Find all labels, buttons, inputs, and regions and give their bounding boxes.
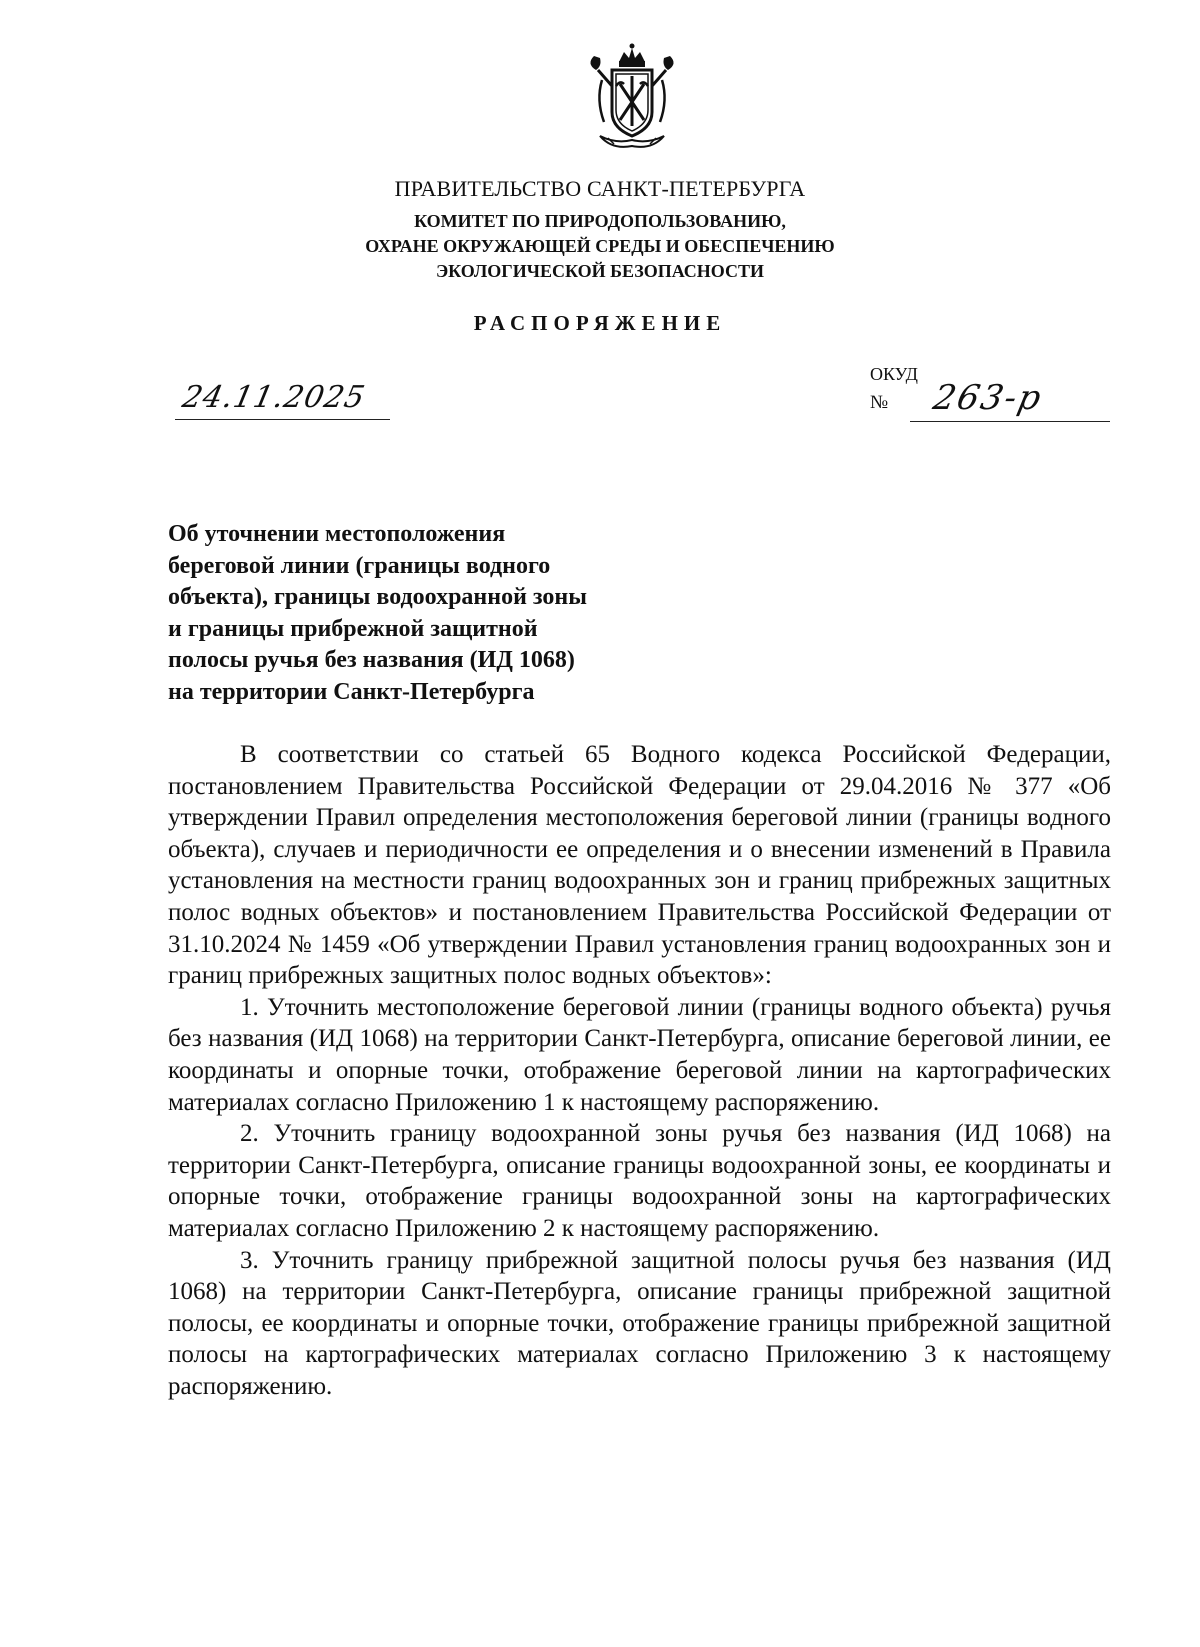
- committee-name: [0, 209, 1200, 284]
- coat-of-arms-icon: [572, 40, 692, 160]
- preamble-paragraph: В соответствии со статьей 65 Водного кодекса Российской Федерации, постановлением Правительства Российской Федерации от 29.04.2016 № 377 «Об утверждении Правил определения местоположения береговой линии (границы водного объекта), случаев и периодичности ее определения и о внесении изменений в Правила установления на местности границ водоохранных зон и границ прибрежных защитных полос водных объектов» и постановлением Правительства Российской Федерации от 31.10.2024 № 1459 «Об утверждении Правил установления границ водоохранных зон и границ прибрежных защитных полос водных объектов»:: [168, 741, 1111, 990]
- document-subject: [168, 519, 688, 708]
- subject-line: на территории Санкт-Петербурга: [168, 678, 535, 705]
- subject-line: полосы ручья без названия (ИД 1068): [168, 647, 575, 673]
- number-sign: №: [870, 392, 889, 413]
- document-date-field: [175, 380, 390, 420]
- government-title: ПРАВИТЕЛЬСТВО САНКТ-ПЕТЕРБУРГА: [394, 176, 806, 201]
- subject-line: и границы прибрежной защитной: [168, 615, 538, 642]
- date-underline: [175, 419, 390, 420]
- order-item-1: 1. Уточнить местоположение береговой линии (границы водного объекта) ручья без названия (ИД 1068) на территории Санкт-Петербурга, описание береговой линии, ее координаты и опорные точки, отображение береговой линии на картографических материалах согласно Приложению 1 к настоящему распоряжению.: [168, 993, 1111, 1116]
- subject-line: Об уточнении местоположения: [168, 521, 506, 547]
- handwritten-date: 24.11.2025: [179, 380, 369, 415]
- committee-line: КОМИТЕТ ПО ПРИРОДОПОЛЬЗОВАНИЮ,: [414, 211, 786, 231]
- handwritten-number: 263-р: [929, 378, 1047, 418]
- document-body: [168, 739, 1111, 1402]
- order-item-2: 2. Уточнить границу водоохранной зоны ручья без названия (ИД 1068) на территории Санкт-Петербурга, описание границы водоохранной зоны, ее координаты и опорные точки, отображение границы водоохранной зоны на картографических материалах согласно Приложению 2 к настоящему распоряжению.: [168, 1120, 1111, 1242]
- number-underline: [910, 421, 1110, 422]
- subject-line: объекта), границы водоохранной зоны: [168, 584, 587, 610]
- committee-line: ЭКОЛОГИЧЕСКОЙ БЕЗОПАСНОСТИ: [435, 261, 765, 281]
- okud-label: ОКУД: [870, 364, 918, 384]
- subject-line: береговой линии (границы водного: [168, 552, 551, 579]
- document-number-field: [910, 378, 1110, 424]
- committee-line: ОХРАНЕ ОКРУЖАЮЩЕЙ СРЕДЫ И ОБЕСПЕЧЕНИЮ: [365, 236, 835, 256]
- order-item-3: 3. Уточнить границу прибрежной защитной полосы ручья без названия (ИД 1068) на территории Санкт-Петербурга, описание границы прибрежной защитной полосы, ее координаты и опорные точки, отображение границы прибрежной защитной полосы на картографических материалах согласно Приложению 3 к настоящему распоряжению.: [168, 1246, 1111, 1400]
- document-type-title: РАСПОРЯЖЕНИЕ: [473, 311, 727, 335]
